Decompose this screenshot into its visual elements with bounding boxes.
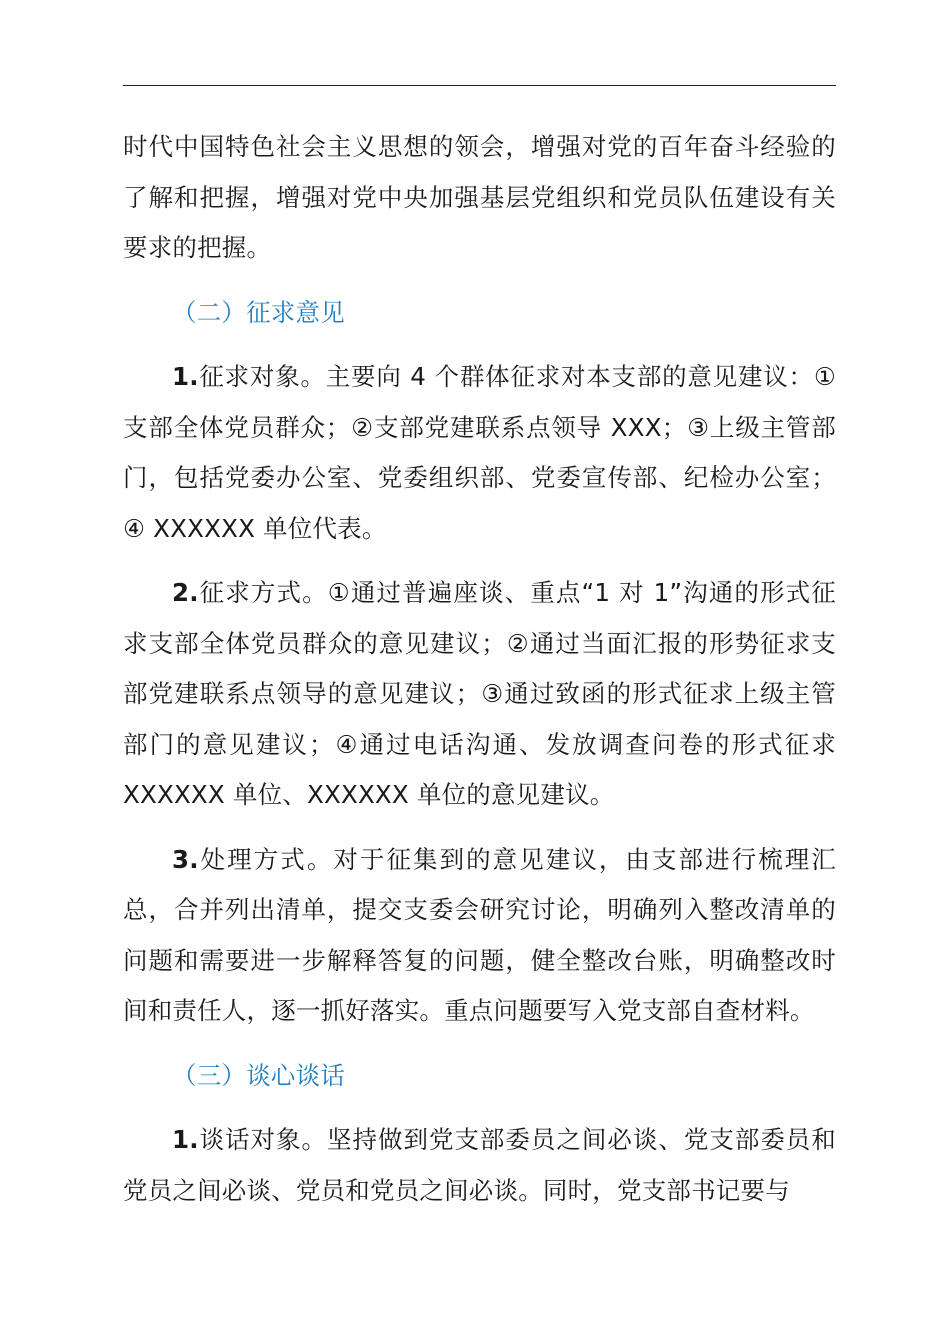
header-rule (123, 85, 836, 86)
list-item-solicit-targets (123, 352, 836, 554)
item-text: 征求方式。①通过普遍座谈、重点“1 对 1”沟通的形式征求支部全体党员群众的意见建议；②通过当面汇报的形势征求支部党建联系点领导的意见建议；③通过致函的形式征求上级主管部门的意见建议；④通过电话沟通、发放调查问卷的形式征求 XXXXXX 单位、XXXXXX 单位的意见建议。 (123, 578, 836, 809)
item-text: 谈话对象。坚持做到党支部委员之间必谈、党支部委员和党员之间必谈、党员和党员之间必谈。同时，党支部书记要与 (123, 1125, 836, 1205)
document-body (123, 122, 836, 1216)
paragraph-intro: 时代中国特色社会主义思想的领会，增强对党的百年奋斗经验的了解和把握，增强对党中央加强基层党组织和党员队伍建设有关要求的把握。 (123, 132, 836, 262)
item-text: 处理方式。对于征集到的意见建议，由支部进行梳理汇总，合并列出清单，提交支委会研究讨论，明确列入整改清单的问题和需要进一步解释答复的问题，健全整改台账，明确整改时间和责任人，逐一抓好落实。重点问题要写入党支部自查材料。 (123, 844, 836, 1025)
section-heading-heart-talks: （三）谈心谈话 (172, 1060, 345, 1090)
section-heading-solicit-opinions: （二）征求意见 (172, 297, 345, 327)
item-number: 3. (172, 844, 199, 874)
item-number: 1. (172, 1125, 199, 1154)
item-text: 征求对象。主要向 4 个群体征求对本支部的意见建议：①支部全体党员群众；②支部党建联系点领导 XXX；③上级主管部门，包括党委办公室、党委组织部、党委宣传部、纪检办公室；④ XXXXXX 单位代表。 (123, 362, 836, 543)
list-item-handling-methods (123, 835, 836, 1037)
item-number: 2. (172, 578, 199, 607)
item-number: 1. (172, 362, 199, 391)
list-item-solicit-methods (123, 568, 836, 821)
list-item-talk-targets (123, 1115, 836, 1216)
